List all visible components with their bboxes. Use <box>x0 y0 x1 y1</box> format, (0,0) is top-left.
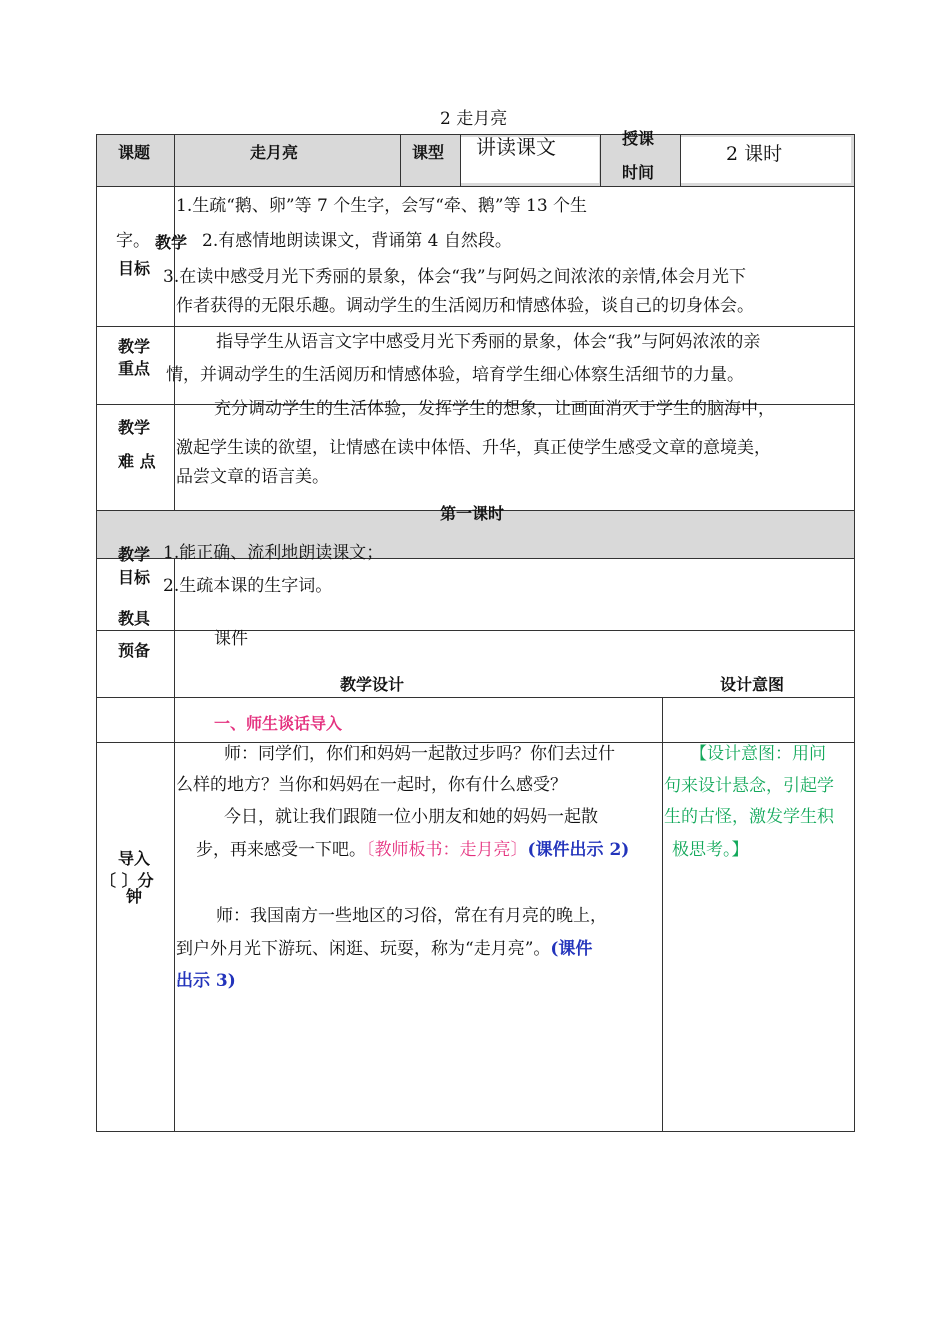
prep-label-line2: 预备 <box>118 641 151 660</box>
goals-line3: 3.在读中感受月光下秀丽的景象，体会“我”与阿妈之间浓浓的亲情,体会月光下 <box>163 267 747 287</box>
col-intent-header: 设计意图 <box>720 675 785 694</box>
p2-line1: 今日，就让我们跟随一位小朋友和她的妈妈一起散 <box>224 807 598 827</box>
lesson1-goal-label-line1: 教学 <box>118 545 151 564</box>
type-label: 课型 <box>412 143 445 162</box>
prep-label-line1: 教具 <box>118 609 151 628</box>
courseware-note-2: (课件出示 2) <box>527 840 630 860</box>
goals-line2-prefix: 字。 <box>116 231 150 251</box>
courseware-note-3a: (课件 <box>550 939 593 959</box>
intent-line1: 【设计意图：用问 <box>690 744 826 764</box>
time-value: 2 课时 <box>726 143 783 165</box>
p1-line2: 么样的地方？当你和妈妈在一起时，你有什么感受？ <box>176 775 567 795</box>
p2-text: 步，再来感受一下吧。 <box>196 840 366 860</box>
keypoints-label-line1: 教学 <box>118 337 151 356</box>
intro-label-line2: 〔 〕分 <box>100 871 154 890</box>
type-value: 讲读课文 <box>476 135 556 159</box>
goals-line4: 作者获得的无限乐趣。调动学生的生活阅历和情感体验，谈自己的切身体会。 <box>176 296 754 316</box>
p1-line1: 师：同学们，你们和妈妈一起散过步吗？你们去过什 <box>224 744 615 764</box>
lesson1-goal-line2: 2.生疏本课的生字词。 <box>163 576 333 596</box>
keypoints-line2: 情，并调动学生的生活阅历和情感体验，培育学生细心体察生活细节的力量。 <box>166 365 744 385</box>
lesson1-heading: 第一课时 <box>440 504 505 523</box>
topic-value: 走月亮 <box>250 143 299 162</box>
goals-label-line1: 教学 <box>155 233 188 252</box>
difficulties-label-line2: 难 点 <box>118 452 156 471</box>
courseware-note-3b: 出示 3) <box>176 971 236 991</box>
difficulties-line2: 激起学生读的欲望，让情感在读中体悟、升华，真正使学生感受文章的意境美， <box>176 438 771 458</box>
difficulties-label-line1: 教学 <box>118 418 151 437</box>
p3-line1: 师：我国南方一些地区的习俗，常在有月亮的晚上， <box>216 906 607 926</box>
difficulties-line3: 品尝文章的语言美。 <box>176 467 329 487</box>
time-label-line2: 时间 <box>622 163 655 182</box>
lesson1-goal-line1: 1.能正确、流利地朗读课文； <box>163 543 384 563</box>
intent-line2: 句来设计悬念，引起学 <box>664 776 834 796</box>
lesson1-goal-label-line2: 目标 <box>118 568 151 587</box>
p3-text: 到户外月光下游玩、闲逛、玩耍，称为“走月亮”。 <box>176 939 551 959</box>
intro-label-line1: 导入 <box>118 849 151 868</box>
page-title: 2 走月亮 <box>440 109 508 129</box>
board-note: 〔教师板书：走月亮〕 <box>366 840 528 860</box>
intro-label-line3: 钟 <box>126 887 143 906</box>
goals-line1: 1.生疏“鹅、卵”等 7 个生字，会写“牵、鹅”等 13 个生 <box>176 196 588 216</box>
p2-line2 <box>196 839 629 861</box>
intent-line3: 生的古怪，激发学生积 <box>664 807 834 827</box>
p3-line2 <box>176 938 592 960</box>
goals-label-line2: 目标 <box>118 259 151 278</box>
prep-value: 课件 <box>214 629 248 649</box>
section1-heading: 一、师生谈话导入 <box>214 714 343 733</box>
time-label-line1: 授课 <box>622 129 655 148</box>
difficulties-line1: 充分调动学生的生活体验，发挥学生的想象，让画面消灭于学生的脑海中， <box>214 399 775 419</box>
keypoints-label-line2: 重点 <box>118 359 151 378</box>
topic-label: 课题 <box>118 143 151 162</box>
goals-line2: 2.有感情地朗读课文，背诵第 4 自然段。 <box>202 231 512 251</box>
intent-line4: 极思考。】 <box>672 840 749 860</box>
col-design-header: 教学设计 <box>340 675 405 694</box>
keypoints-line1: 指导学生从语言文字中感受月光下秀丽的景象，体会“我”与阿妈浓浓的亲 <box>216 332 761 352</box>
